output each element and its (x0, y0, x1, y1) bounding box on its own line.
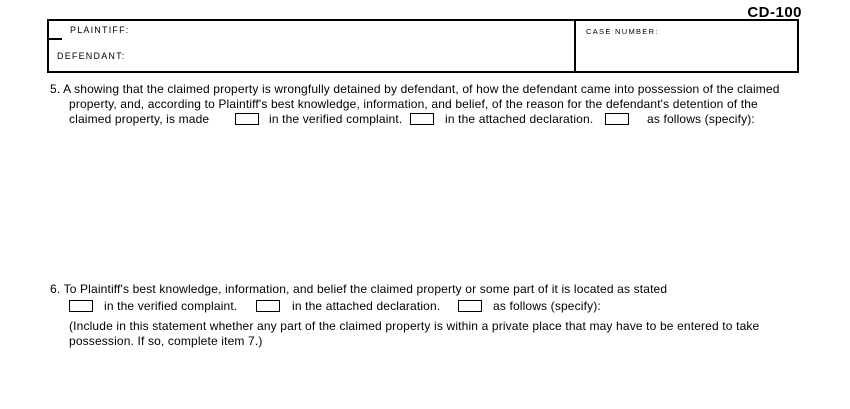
item5-line2: property, and, according to Plaintiff's best knowledge, information, and belief, of the reason for the defendant's detention of the (69, 97, 758, 111)
item6-declaration-checkbox[interactable] (256, 300, 280, 312)
item6-verified-label: in the verified complaint. (104, 299, 238, 313)
case-number-label: CASE NUMBER: (586, 27, 659, 36)
item6-declaration-label: in the attached declaration. (292, 299, 441, 313)
item6-verified-checkbox[interactable] (69, 300, 93, 312)
caption-tick-mark (48, 38, 62, 40)
item6-follows-checkbox[interactable] (458, 300, 482, 312)
defendant-label: DEFENDANT: (57, 51, 126, 61)
caption-divider (574, 19, 576, 73)
item5-line3: claimed property, is made (69, 112, 210, 126)
item5-verified-checkbox[interactable] (235, 113, 259, 125)
item6-follows-label: as follows (specify): (493, 299, 601, 313)
form-number: CD-100 (747, 4, 802, 21)
caption-box (47, 19, 799, 73)
item5-follows-label: as follows (specify): (647, 112, 755, 126)
item6-note-line2: possession. If so, complete item 7.) (69, 334, 263, 348)
item5-follows-checkbox[interactable] (605, 113, 629, 125)
item6-line1: 6. To Plaintiff's best knowledge, information, and belief the claimed property or some part of it is located as stated (50, 282, 668, 296)
item5-declaration-checkbox[interactable] (410, 113, 434, 125)
item5-verified-label: in the verified complaint. (269, 112, 403, 126)
item5-declaration-label: in the attached declaration. (445, 112, 594, 126)
item6-note-line1: (Include in this statement whether any part of the claimed property is within a private place that may have to be entered to take (69, 319, 760, 333)
plaintiff-label: PLAINTIFF: (70, 25, 130, 35)
item5-line1: 5. A showing that the claimed property is wrongfully detained by defendant, of how the defendant came into possession of the claimed (50, 82, 780, 96)
